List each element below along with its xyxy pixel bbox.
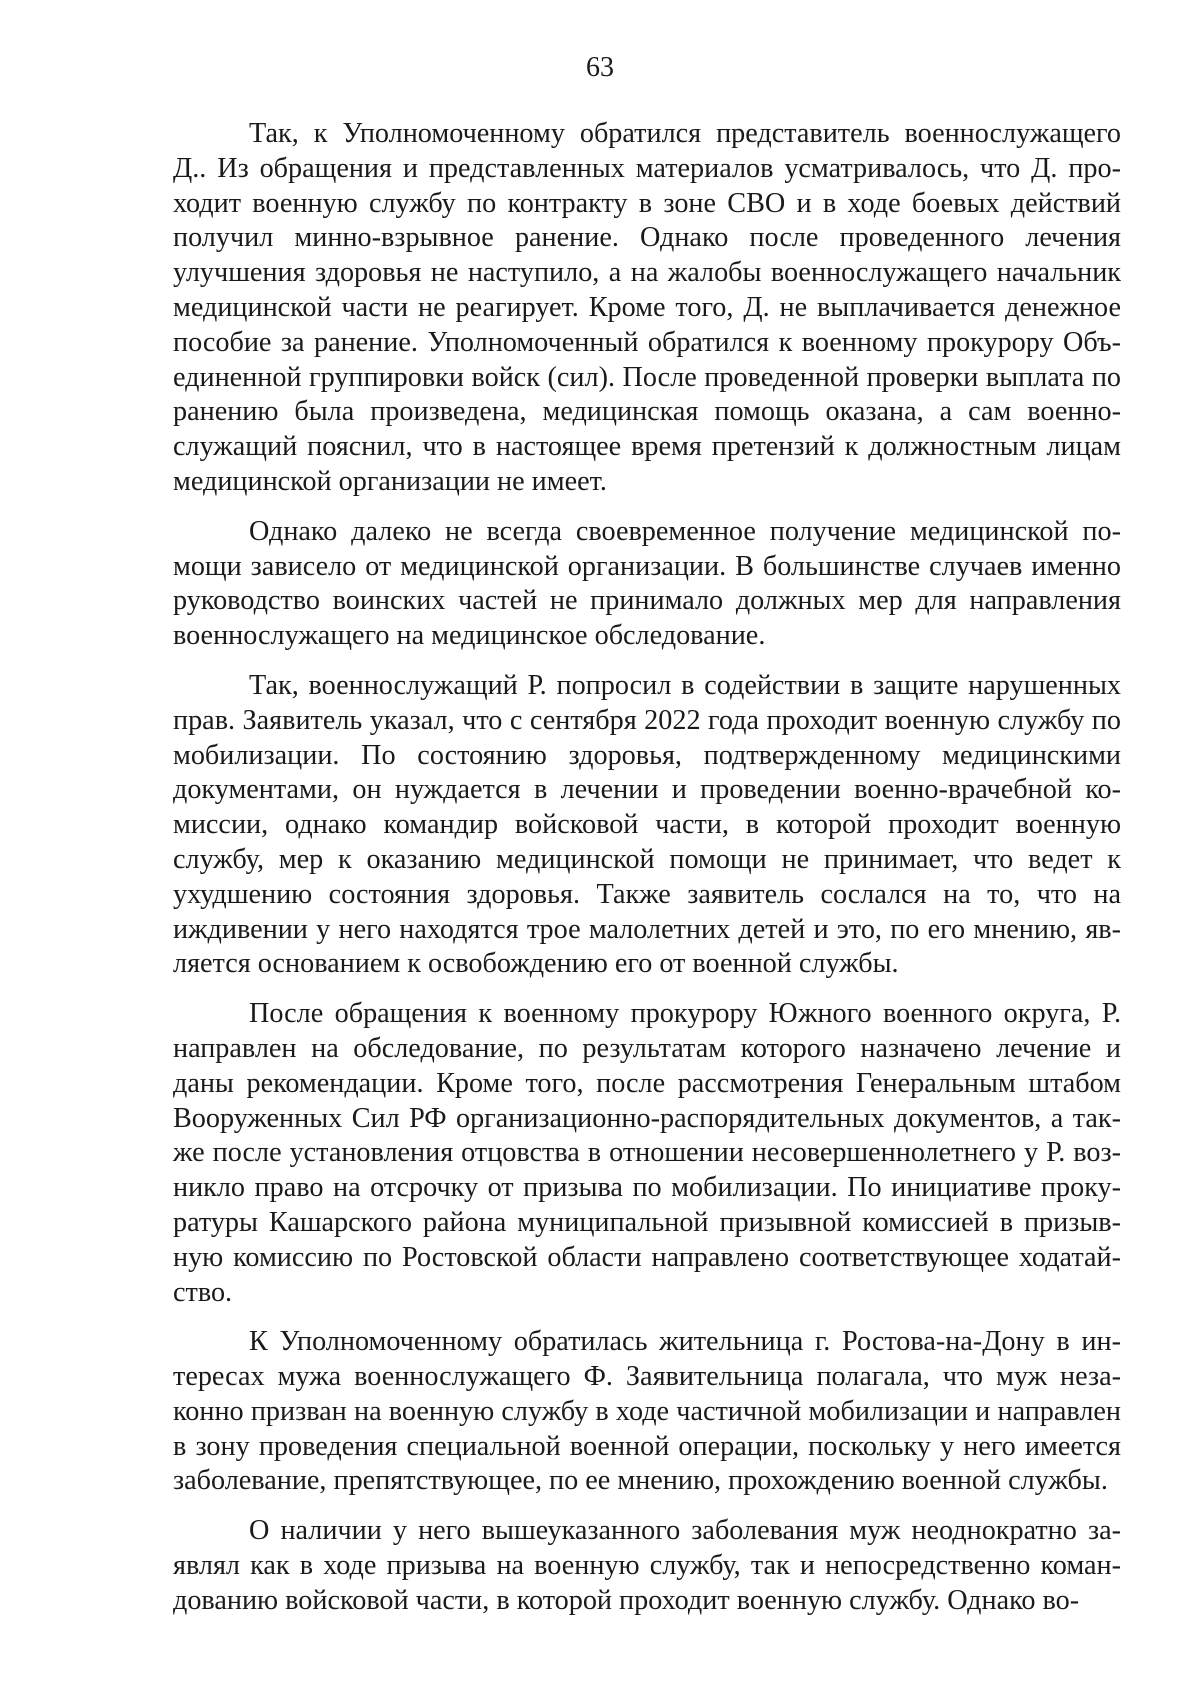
page-number: 63 [586,52,614,83]
paragraph-5: К Уполномоченному обратилась жительница г. Ростова-на-Дону в интересах мужа военнослужащего Ф. Заявительница полагала, что муж незаконно призван на военную службу в ходе частичной мобилизации и направлен в зону проведения специальной военной операции, поскольку у него имеется заболевание, препятствующее, по ее мнению, прохождению военной службы. [173,1326,1121,1497]
paragraph-3: Так, военнослужащий Р. попросил в содействии в защите нарушенных прав. Заявитель указал, что с сентября 2022 года проходит военную службу по мобилизации. По состоянию здоровья, подтвержденному медицинскими документами, он нуждается в лечении и проведении военно-врачебной комиссии, однако командир войсковой части, в которой проходит военную службу, мер к оказанию медицинской помощи не принимает, что ведет к ухудшению состояния здоровья. Также заявитель сослался на то, что на иждивении у него находятся трое малолетних детей и это, по его мнению, является основанием к освобождению его от военной службы. [173,669,1121,980]
body-text [173,117,1121,1634]
paragraph-2: Однако далеко не всегда своевременное получение медицинской помощи зависело от медицинской организации. В большинстве случаев именно руководство воинских частей не принимало должных мер для направления военнослужащего на медицинское обследование. [173,515,1121,652]
paragraph-6: О наличии у него вышеуказанного заболевания муж неоднократно заявлял как в ходе призыва на военную службу, так и непосредственно командованию войсковой части, в которой проходит военную службу. Однако во- [173,1515,1121,1616]
paragraph-4: После обращения к военному прокурору Южного военного округа, Р. направлен на обследование, по результатам которого назначено лечение и даны рекомендации. Кроме того, после рассмотрения Генеральным штабом Вооруженных Сил РФ организационно-распорядительных документов, а также после установления отцовства в отношении несовершеннолетнего у Р. возникло право на отсрочку от призыва по мобилизации. По инициативе прокуратуры Кашарского района муниципальной призывной комиссией в призывную комиссию по Ростовской области направлено соответствующее ходатайство. [173,998,1121,1308]
paragraph-1: Так, к Уполномоченному обратился представитель военнослужащего Д.. Из обращения и представленных материалов усматривалось, что Д. проходит военную службу по контракту в зоне СВО и в ходе боевых действий получил минно-взрывное ранение. Однако после проведенного лечения улучшения здоровья не наступило, а на жалобы военнослужащего начальник медицинской части не реагирует. Кроме того, Д. не выплачивается денежное пособие за ранение. Уполномоченный обратился к военному прокурору Объединенной группировки войск (сил). После проведенной проверки выплата по ранению была произведена, медицинская помощь оказана, а сам военнослужащий пояснил, что в настоящее время претензий к должностным лицам медицинской организации не имеет. [173,118,1121,497]
